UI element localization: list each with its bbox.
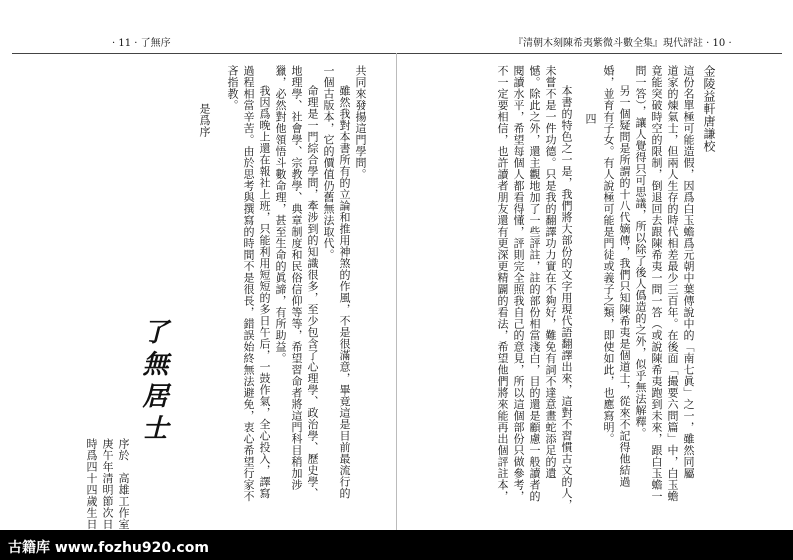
text-line: 本書的特色之一是，我們將大部份的文字用現代語翻譯出來，這對不習慣古文的人， (560, 85, 573, 511)
text-line: 我因爲晚上還在報社上班，只能利用短短的多日午后，一鼓作氣，全心投入，譯寫 (258, 85, 271, 499)
text-line: 過程相當辛苦。由於思考與撰寫的時間不是很長，錯誤始終無法避免，衷心希望行家不 (242, 65, 255, 502)
text-line: 未嘗不是一件功德。只是我的翻譯功力實在不夠好，難免有詞不達意畫蛇添足的遺 (544, 65, 557, 479)
section-number: 四 (584, 113, 597, 125)
text-line: 共同來發揚這門學問。 (354, 65, 367, 180)
colophon-line: 序於 高雄工作室 (117, 438, 130, 530)
text-line: 婚，並育有子女。有人說極可能是門徒或義子之類，即使如此，也應寫明。 (602, 65, 615, 445)
text-line: 命理是一門綜合學問，牽涉到的知識很多，至少包含了心理學、政治學、歷史學、 (306, 85, 319, 499)
colophon-line: 時爲四十四歲生日 (85, 438, 98, 530)
text-line: 地理學、社會學、宗教學、典章制度和民俗信仰等等，希望習命者將這門科目稍加涉 (290, 65, 303, 491)
author-signature: 了無居士 (138, 318, 168, 446)
colophon-line: 庚午年清明節次日 (101, 438, 114, 530)
text-line: 獵，必然對他領悟斗數命理，甚至生命的眞諦，有所助益。 (274, 65, 287, 364)
left-page-header: · 11 · 了無序 (112, 38, 171, 49)
text-line: 一個古版本，它的價值仍舊無法取代。 (322, 65, 335, 261)
text-line: 這份名單極可能造假，因爲白玉蟾爲元朝中葉傳說中的「南七眞」之一，雖然同屬 (682, 65, 695, 479)
text-line: 雖然我對本書所有的立論和推用神煞的作風，不是很滿意，畢竟這是目前最流行的 (338, 85, 351, 499)
site-watermark: 古籍库 www.fozhu920.com (8, 540, 209, 556)
proofreader-credit: 金陵益軒唐謙校 (702, 65, 716, 153)
closing-line: 是爲序 (198, 103, 211, 138)
right-page-header: 『清朝木刻陳希夷紫微斗數全集』現代評註 · 10 · (513, 38, 732, 49)
text-line: 不一定要相信，也許讀者朋友還有更深更精闢的看法，希望他們將來能再出個評註本， (496, 65, 509, 502)
text-line: 道家的煉氣士，但兩人生存的時代相差最少三百年。在後面「撮要六問篇」中，白玉蟾 (666, 65, 679, 502)
page-gutter (396, 53, 397, 531)
text-line: 竟能突破時空的限制，倒退回去跟陳希夷一問一答（或說陳希夷跑到未來，跟白玉蟾一 (650, 65, 663, 502)
header-divider (12, 53, 782, 54)
text-line: 閱讀水平，希望每個人都看得懂，評則完全照我自己的意見，所以這個部份只做參考， (512, 65, 525, 502)
text-line: 吝指教。 (226, 65, 239, 111)
text-line: 問一答），讓人覺得只可思議，所以除了後人僞造的之外，似乎無法解釋。 (634, 65, 647, 439)
text-line: 憾。除此之外，還主觀地加了一些評註，註的部份相當淺白，目的還是顧慮一般讀者的 (528, 65, 541, 502)
text-line: 另一個疑問是所謂的十八代嫡傳，我們只知陳希夷是個道士，從來不記得他結過 (618, 85, 631, 488)
